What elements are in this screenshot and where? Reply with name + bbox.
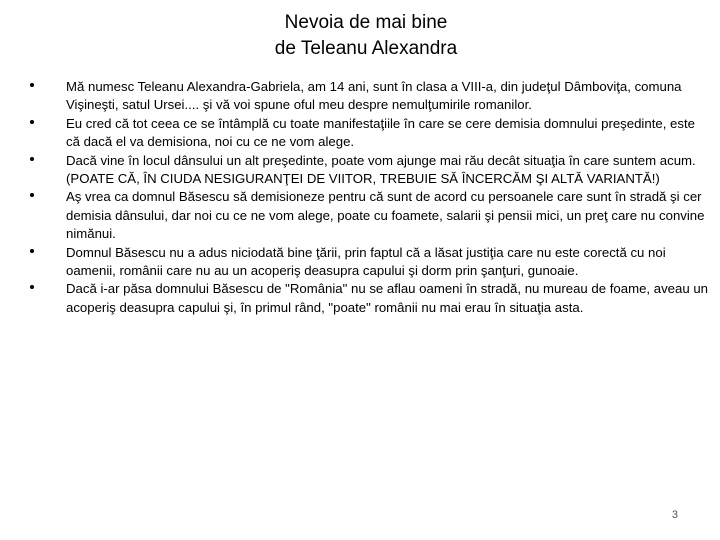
list-item — [30, 115, 710, 152]
bullet-icon — [30, 249, 34, 253]
bullet-text: Dacă vine în locul dânsului un alt preşedinte, poate vom ajunge mai rău decât situaţia în care suntem acum. (POATE CĂ, ÎN CIUDA NESIGURANŢEI DE VIITOR, TREBUIE SĂ ÎNCERCĂM ŞI ALTĂ VARIANTĂ!) — [66, 152, 696, 187]
bullet-text: Aş vrea ca domnul Băsescu să demisioneze pentru că sunt de acord cu persoanele care sunt în stradă şi cer demisia dânsului, dar noi cu ce ne vom alege, poate cu foamete, salarii şi pensii mici, un preţ care nu convine nimănui. — [66, 189, 705, 242]
list-item — [30, 244, 710, 281]
bullet-icon — [30, 193, 34, 197]
bullet-list — [30, 78, 710, 317]
list-item — [30, 188, 710, 243]
bullet-icon — [30, 285, 34, 289]
bullet-icon — [30, 83, 34, 87]
bullet-icon — [30, 157, 34, 161]
bullet-icon — [30, 120, 34, 124]
slide-title — [0, 10, 720, 62]
list-item — [30, 280, 710, 317]
bullet-text: Dacă i-ar păsa domnului Băsescu de "România" nu se aflau oameni în stradă, nu mureau de foame, aveau un acoperiş deasupra capului şi, în primul rând, "poate" românii nu mai erau în situaţia asta. — [66, 281, 709, 315]
title-line-2: de Teleanu Alexandra — [274, 38, 458, 59]
title-line-1: Nevoia de mai bine — [284, 12, 448, 33]
bullet-text: Mă numesc Teleanu Alexandra-Gabriela, am 14 ani, sunt în clasa a VIII-a, din judeţul Dâmboviţa, comuna Vişineşti, satul Ursei.... şi vă voi spune oful meu despre nemulţumirile romanilor. — [66, 79, 682, 113]
bullet-text: Domnul Băsescu nu a adus niciodată bine ţării, prin faptul că a lăsat justiţia care nu este corectă cu noi oamenii, românii care nu au un acoperiş deasupra capului şi dorm prin şanţuri, gunoaie. — [66, 244, 666, 279]
list-item — [30, 152, 710, 189]
bullet-text: Eu cred că tot ceea ce se întâmplă cu toate manifestaţiile în care se cere demisia domnului preşedinte, este că dacă el va demisiona, noi cu ce ne vom alege. — [66, 115, 695, 150]
page-number: 3 — [671, 509, 678, 521]
list-item — [30, 78, 710, 115]
